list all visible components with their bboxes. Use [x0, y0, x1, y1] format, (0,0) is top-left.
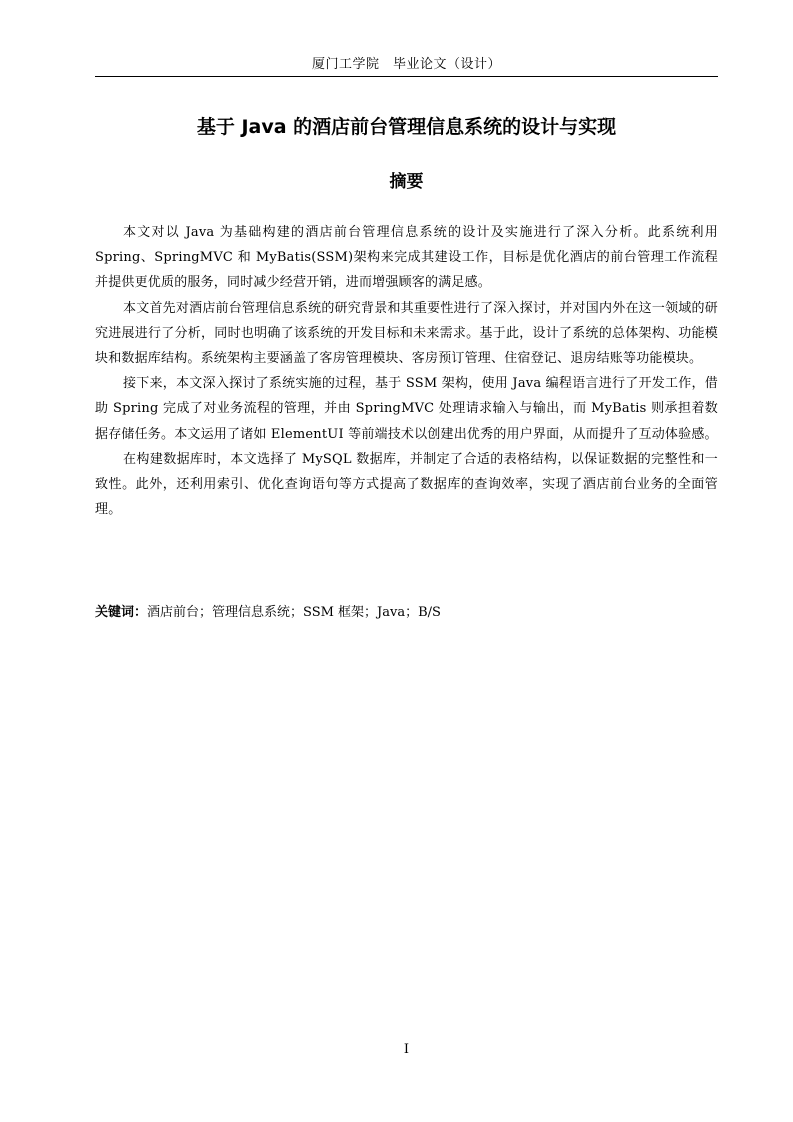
page-number: I — [403, 1042, 410, 1057]
keywords-label: 关键词： — [95, 605, 148, 620]
abstract-paragraph: 本文首先对酒店前台管理信息系统的研究背景和其重要性进行了深入探讨，并对国内外在这一领域的研究进展进行了分析，同时也明确了该系统的开发目标和未来需求。基于此，设计了系统的总体架构、功能模块和数据库结构。系统架构主要涵盖了客房管理模块、客房预订管理、住宿登记、退房结账等功能模块。 — [95, 300, 718, 367]
running-header: 厦门工学院 毕业论文（设计） — [311, 57, 501, 72]
keywords-line — [95, 602, 718, 624]
header-divider — [95, 76, 718, 77]
paper-title: 基于 Java 的酒店前台管理信息系统的设计与实现 — [196, 116, 617, 138]
abstract-body — [95, 220, 718, 522]
abstract-paragraph: 在构建数据库时，本文选择了 MySQL 数据库，并制定了合适的表格结构，以保证数据的完整性和一致性。此外，还利用索引、优化查询语句等方式提高了数据库的查询效率，实现了酒店前台业务的全面管理。 — [95, 451, 718, 518]
keywords-value: 酒店前台；管理信息系统；SSM 框架；Java；B/S — [147, 605, 441, 620]
abstract-heading: 摘要 — [389, 172, 424, 192]
abstract-paragraph: 接下来，本文深入探讨了系统实施的过程，基于 SSM 架构，使用 Java 编程语言进行了开发工作，借助 Spring 完成了对业务流程的管理，并由 SpringMVC 处理请求输入与输出，而 MyBatis 则承担着数据存储任务。本文运用了诸如 ElementUI 等前端技术以创建出优秀的用户界面，从而提升了互动体验感。 — [95, 376, 718, 442]
abstract-paragraph: 本文对以 Java 为基础构建的酒店前台管理信息系统的设计及实施进行了深入分析。此系统利用 Spring、SpringMVC 和 MyBatis(SSM)架构来完成其建设工作，目标是优化酒店的前台管理工作流程并提供更优质的服务，同时减少经营开销，进而增强顾客的满足感。 — [95, 225, 718, 291]
